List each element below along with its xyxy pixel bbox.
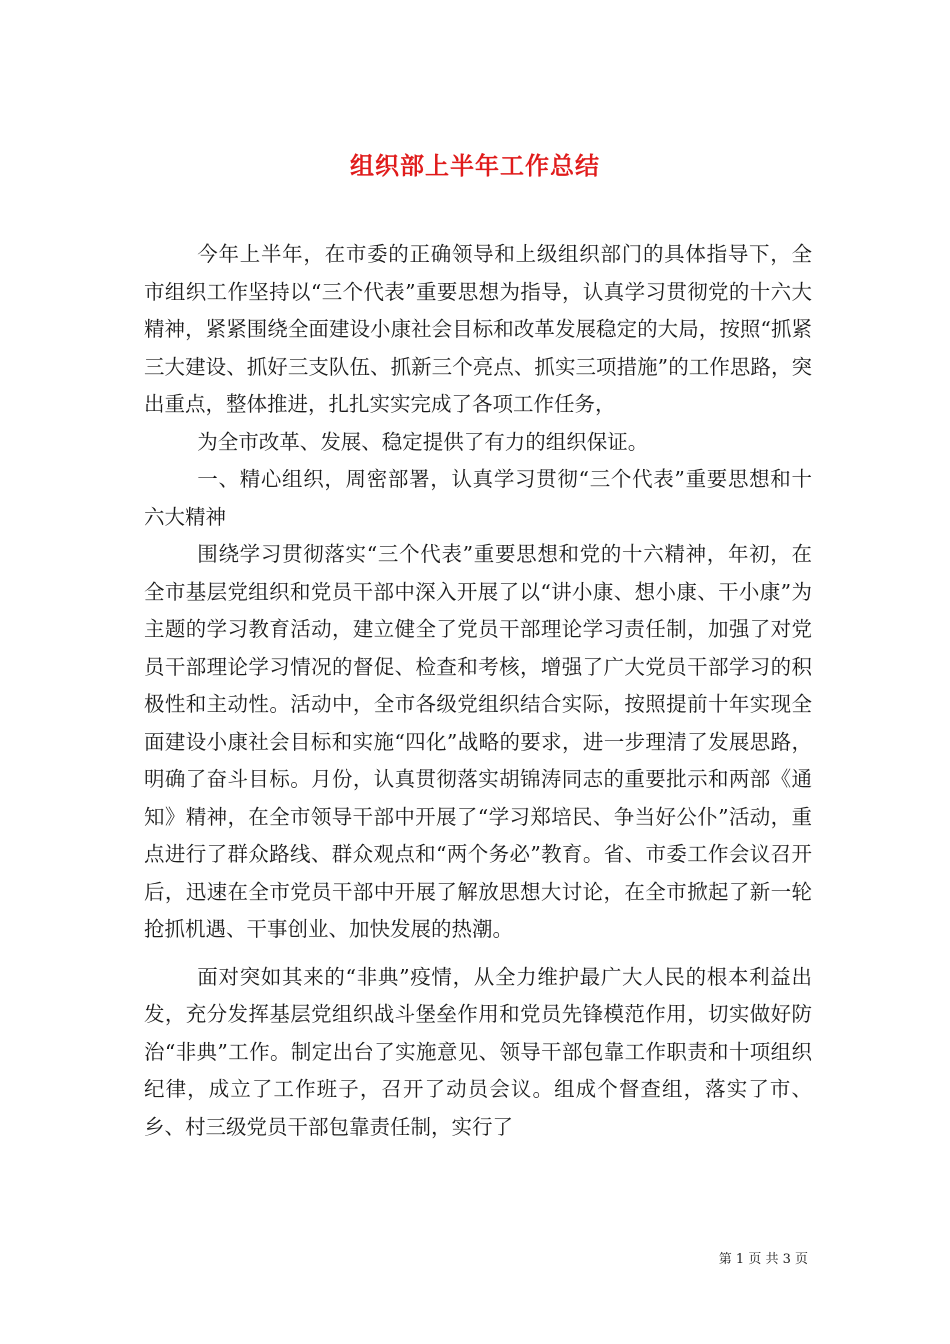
section-heading-1: 一、精心组织，周密部署，认真学习贯彻“三个代表”重要思想和十六大精神 [144, 467, 812, 529]
paragraph-intro: 今年上半年，在市委的正确领导和上级组织部门的具体指导下，全市组织工作坚持以“三个代表”重要思想为指导，认真学习贯彻党的十六大精神，紧紧围绕全面建设小康社会目标和改革发展稳定的大局，按照“抓紧三大建设、抓好三支队伍、抓新三个亮点、抓实三项措施”的工作思路，突出重点，整体推进，扎扎实实完成了各项工作任务， [144, 242, 812, 416]
document-title: 组织部上半年工作总结 [350, 151, 600, 181]
page-number-footer: 第 1 页 共 3 页 [718, 1252, 808, 1267]
document-body [144, 236, 812, 1146]
paragraph-sars: 面对突如其来的“非典”疫情，从全力维护最广大人民的根本利益出发，充分发挥基层党组织战斗堡垒作用和党员先锋模范作用，切实做好防治“非典”工作。制定出台了实施意见、领导干部包靠工作职责和十项组织纪律，成立了工作班子，召开了动员会议。组成个督查组，落实了市、乡、村三级党员干部包靠责任制，实行了 [144, 964, 812, 1139]
paragraph-study: 围绕学习贯彻落实“三个代表”重要思想和党的十六精神，年初，在全市基层党组织和党员干部中深入开展了以“讲小康、想小康、干小康”为主题的学习教育活动，建立健全了党员干部理论学习责任制，加强了对党员干部理论学习情况的督促、检查和考核，增强了广大党员干部学习的积极性和主动性。活动中，全市各级党组织结合实际，按照提前十年实现全面建设小康社会目标和实施“四化”战略的要求，进一步理清了发展思路，明确了奋斗目标。月份，认真贯彻落实胡锦涛同志的重要批示和两部《通知》精神，在全市领导干部中开展了“学习郑培民、争当好公仆”活动，重点进行了群众路线、群众观点和“两个务必”教育。省、市委工作会议召开后，迅速在全市党员干部中开展了解放思想大讨论，在全市掀起了新一轮抢抓机遇、干事创业、加快发展的热潮。 [144, 542, 812, 941]
paragraph-guarantee: 为全市改革、发展、稳定提供了有力的组织保证。 [197, 429, 649, 454]
